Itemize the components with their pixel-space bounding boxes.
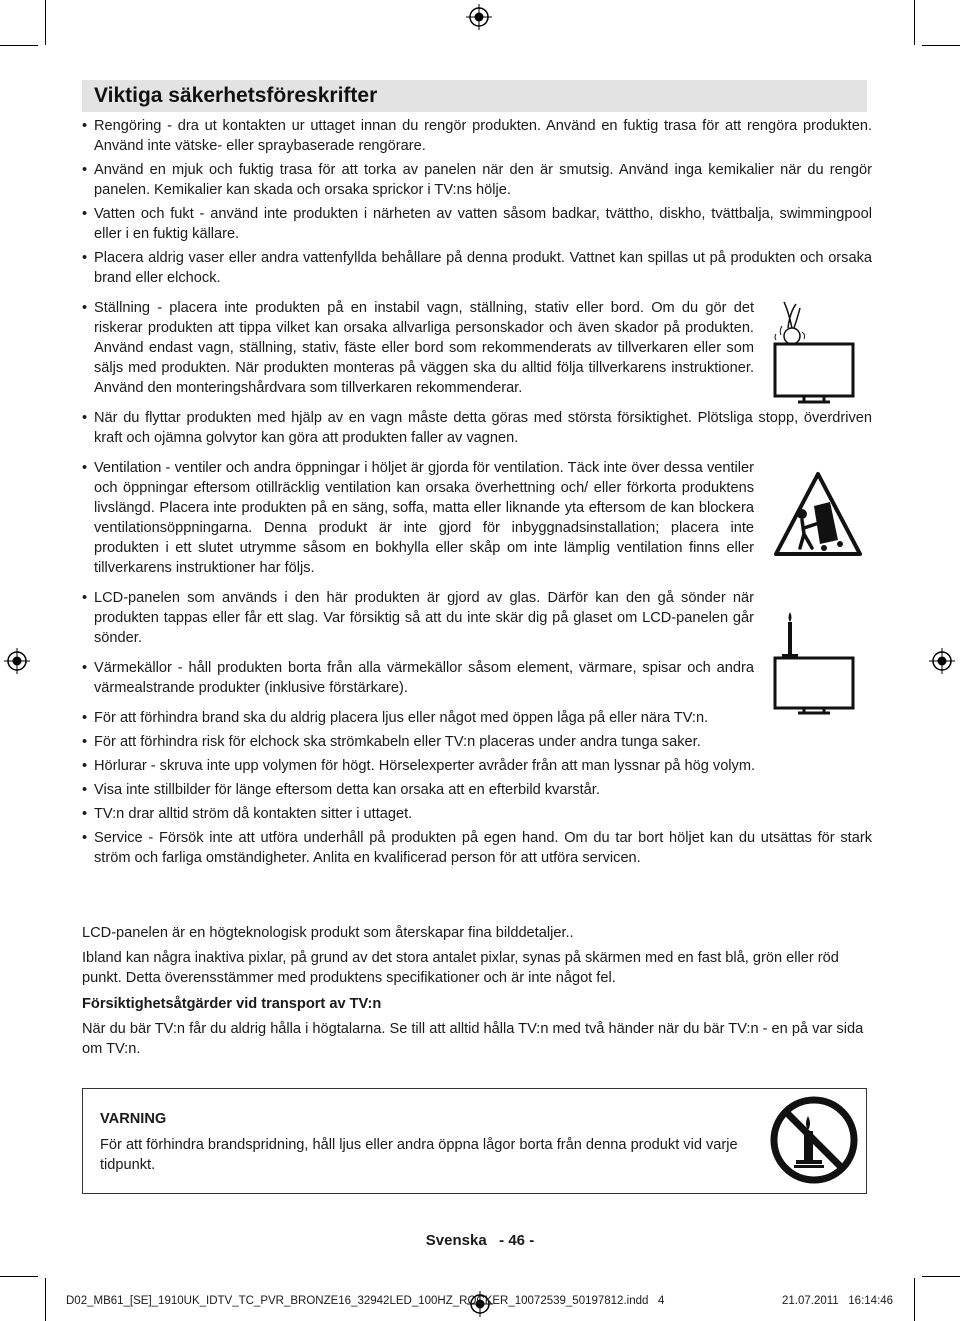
section-heading-bar: [82, 80, 867, 112]
list-item: • Ventilation - ventiler och andra öppningar i höljet är gjorda för ventilation. Täck inte över dessa ventiler och öppningar eftersom otillräcklig ventilation kan orsaka överhettning och/ eller förkorta produktens livslängd. Placera inte produkten på en säng, soffa, matta eller liknande yta eftersom de kan blockera ventilationsöppningarna. Denna produkt är inte gjord för inbyggnadsinstallation; placera inte produkten i ett slutet utrymme såsom en bokhylla eller skåp om inte lämplig ventilation finns eller tillverkarens instruktioner har följs.: [82, 458, 754, 578]
list-item: • Placera aldrig vaser eller andra vattenfyllda behållare på denna produkt. Vattnet kan spillas ut på produkten och orsaka brand eller elchock.: [82, 248, 872, 288]
list-item: • För att förhindra brand ska du aldrig placera ljus eller något med öppen låga på eller nära TV:n.: [82, 708, 754, 728]
list-item: • Hörlurar - skruva inte upp volymen för högt. Hörselexperter avråder från att man lyssnar på hög volym.: [82, 756, 872, 776]
safety-list: [82, 116, 872, 872]
crop-mark: [0, 45, 38, 46]
crop-mark: [914, 0, 915, 45]
list-item: • Service - Försök inte att utföra underhåll på produkten på egen hand. Om du tar bort höljet kan du utsättas för stark ström och farliga omständigheter. Anlita en kvalificerad person för att utföra servicen.: [82, 828, 872, 868]
crop-mark: [0, 1276, 38, 1277]
crop-mark: [922, 1276, 960, 1277]
list-item: • Visa inte stillbilder för länge eftersom detta kan orsaka att en efterbild kvarstår.: [82, 780, 872, 800]
transport-heading: Försiktighetsåtgärder vid transport av TV:n: [82, 996, 382, 1012]
lcd-intro-paragraph: LCD-panelen är en högteknologisk produkt som återskapar fina bilddetaljer..: [82, 925, 574, 941]
registration-mark-icon: [929, 648, 955, 674]
lcd-pixels-paragraph: Ibland kan några inaktiva pixlar, på grund av det stora antalet pixlar, synas på skärmen med en fast blå, grön eller röd punkt. Detta överensstämmer med produktens specifikationer och är inte något fel.: [82, 950, 839, 986]
list-item: • LCD-panelen som används i den här produkten är gjord av glas. Därför kan den gå sönder när produkten tappas eller får ett slag. Var försiktig så att du inte skär dig på glaset om LCD-panelen går sönder.: [82, 588, 754, 648]
registration-mark-icon: [4, 648, 30, 674]
list-item: • När du flyttar produkten med hjälp av en vagn måste detta göras med största försiktighet. Plötsliga stopp, överdriven kraft och ojämna golvytor kan göra att produkten faller av vagnen.: [82, 408, 872, 448]
footer-timestamp: 21.07.2011 16:14:46: [782, 1295, 894, 1307]
page-number: Svenska - 46 -: [425, 1232, 535, 1249]
page-title: Viktiga säkerhetsföreskrifter: [94, 84, 378, 107]
footer-filename: D02_MB61_[SE]_1910UK_IDTV_TC_PVR_BRONZE16_32942LED_100HZ_ROCKER_10072539_50197812.indd 4: [66, 1295, 665, 1307]
cart-tipover-warning-icon: [772, 470, 864, 558]
warning-text: För att förhindra brandspridning, håll ljus eller andra öppna lågor borta från denna produkt vid varje tidpunkt.: [100, 1137, 738, 1173]
crop-mark: [45, 1278, 46, 1321]
list-item: • TV:n drar alltid ström då kontakten sitter i uttaget.: [82, 804, 872, 824]
warning-box: [82, 1088, 867, 1194]
crop-mark: [922, 45, 960, 46]
registration-mark-icon: [466, 4, 492, 30]
list-item: • Värmekällor - håll produkten borta från alla värmekällor såsom element, värmare, spisar och andra värmealstrande produkter (inklusive förstärkare).: [82, 658, 754, 698]
tv-candle-icon: [770, 608, 860, 718]
warning-title: VARNING: [100, 1111, 167, 1127]
crop-mark: [914, 1278, 915, 1321]
list-item: • Använd en mjuk och fuktig trasa för att torka av panelen när den är smutsig. Använd inga kemikalier när du rengör panelen. Kemikalier kan skada och orsaka sprickor i TV:ns hölje.: [82, 160, 872, 200]
tv-vase-icon: [770, 298, 860, 408]
transport-paragraph: När du bär TV:n får du aldrig hålla i högtalarna. Se till att alltid hålla TV:n med två händer när du bär TV:n - en på var sida om TV:n.: [82, 1021, 864, 1057]
list-item: • Vatten och fukt - använd inte produkten i närheten av vatten såsom badkar, tvättho, diskho, tvättbalja, swimmingpool eller i en fuktig källare.: [82, 204, 872, 244]
list-item: • Ställning - placera inte produkten på en instabil vagn, ställning, stativ eller bord. Om du gör det riskerar produkten att tippa vilket kan orsaka allvarliga personskador och även skador på produkten. Använd endast vagn, ställning, stativ, fäste eller bord som rekommenderats av tillverkaren eller som säljs med produkten. När produkten monteras på väggen ska du alltid följa tillverkarens instruktioner. Använd den monteringshårdvara som tillverkaren rekommenderar.: [82, 298, 754, 398]
list-item: • För att förhindra risk för elchock ska strömkabeln eller TV:n placeras under andra tunga saker.: [82, 732, 872, 752]
crop-mark: [45, 0, 46, 45]
no-candle-icon: [768, 1094, 860, 1186]
list-item: • Rengöring - dra ut kontakten ur uttaget innan du rengör produkten. Använd en fuktig trasa för att rengöra produkten. Använd inte vätske- eller spraybaserade rengörare.: [82, 116, 872, 156]
